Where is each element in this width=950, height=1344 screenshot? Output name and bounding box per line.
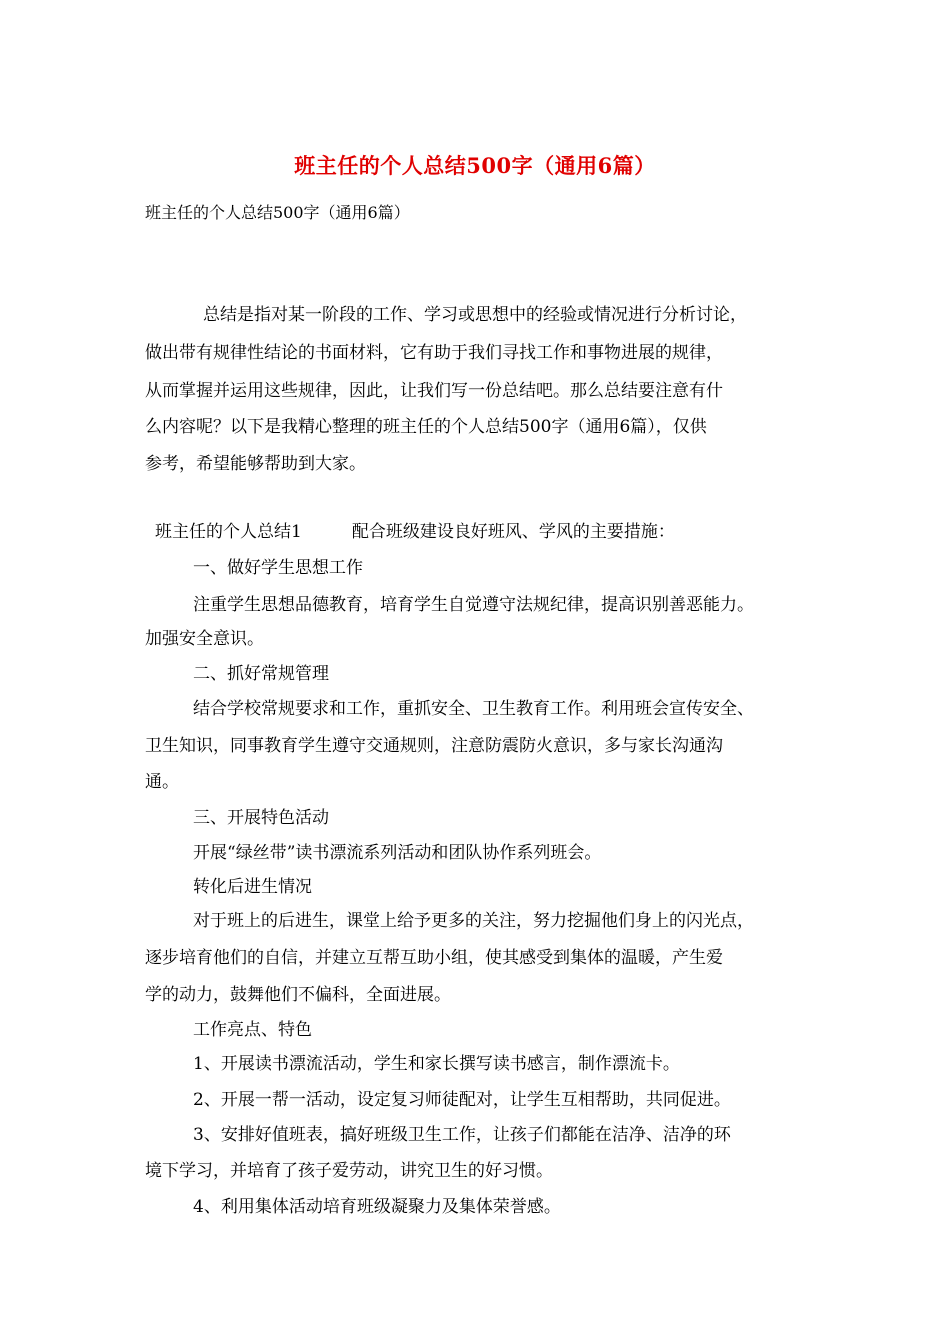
section-subheading: 转化后进生情况 xyxy=(193,877,312,897)
intro-line: 参考，希望能够帮助到大家。 xyxy=(145,454,366,474)
document-subtitle: 班主任的个人总结500字（通用6篇） xyxy=(145,203,410,222)
intro-line: 做出带有规律性结论的书面材料，它有助于我们寻找工作和事物进展的规律， xyxy=(145,343,723,363)
intro-line: 总结是指对某一阶段的工作、学习或思想中的经验或情况进行分析讨论， xyxy=(203,305,747,325)
list-item-continuation: 境下学习，并培育了孩子爱劳动，讲究卫生的好习惯。 xyxy=(145,1161,553,1181)
list-item: 4、利用集体活动培育班级凝聚力及集体荣誉感。 xyxy=(193,1197,561,1217)
paragraph-line: 加强安全意识。 xyxy=(145,629,264,649)
paragraph-line: 通。 xyxy=(145,772,179,792)
paragraph-line: 学的动力，鼓舞他们不偏科，全面进展。 xyxy=(145,985,451,1005)
paragraph-line: 注重学生思想品德教育，培育学生自觉遵守法规纪律，提高识别善恶能力。 xyxy=(193,595,754,615)
intro-line: 从而掌握并运用这些规律，因此，让我们写一份总结吧。那么总结要注意有什 xyxy=(145,381,723,401)
section-subheading: 一、做好学生思想工作 xyxy=(193,558,363,578)
section-heading: 配合班级建设良好班风、学风的主要措施： xyxy=(351,522,675,542)
section-label: 班主任的个人总结1 xyxy=(155,522,302,542)
paragraph-line: 卫生知识，同事教育学生遵守交通规则，注意防震防火意识，多与家长沟通沟 xyxy=(145,736,723,756)
paragraph-line: 逐步培育他们的自信，并建立互帮互助小组，使其感受到集体的温暖，产生爱 xyxy=(145,948,723,968)
paragraph-line: 对于班上的后进生，课堂上给予更多的关注，努力挖掘他们身上的闪光点， xyxy=(193,911,754,931)
paragraph-line: 结合学校常规要求和工作，重抓安全、卫生教育工作。利用班会宣传安全、 xyxy=(193,699,754,719)
paragraph-line: 开展“绿丝带”读书漂流系列活动和团队协作系列班会。 xyxy=(193,843,602,863)
section-subheading: 二、抓好常规管理 xyxy=(193,664,329,684)
intro-line: 么内容呢？以下是我精心整理的班主任的个人总结500字（通用6篇），仅供 xyxy=(145,417,707,437)
section-subheading: 工作亮点、特色 xyxy=(193,1020,312,1040)
list-item: 3、安排好值班表，搞好班级卫生工作，让孩子们都能在洁净、洁净的环 xyxy=(193,1125,731,1145)
section-heading-row xyxy=(155,521,675,543)
list-item: 2、开展一帮一活动，设定复习师徒配对，让学生互相帮助，共同促进。 xyxy=(193,1090,731,1110)
list-item: 1、开展读书漂流活动，学生和家长撰写读书感言，制作漂流卡。 xyxy=(193,1054,680,1074)
document-title: 班主任的个人总结500字（通用6篇） xyxy=(294,153,656,178)
section-subheading: 三、开展特色活动 xyxy=(193,808,329,828)
